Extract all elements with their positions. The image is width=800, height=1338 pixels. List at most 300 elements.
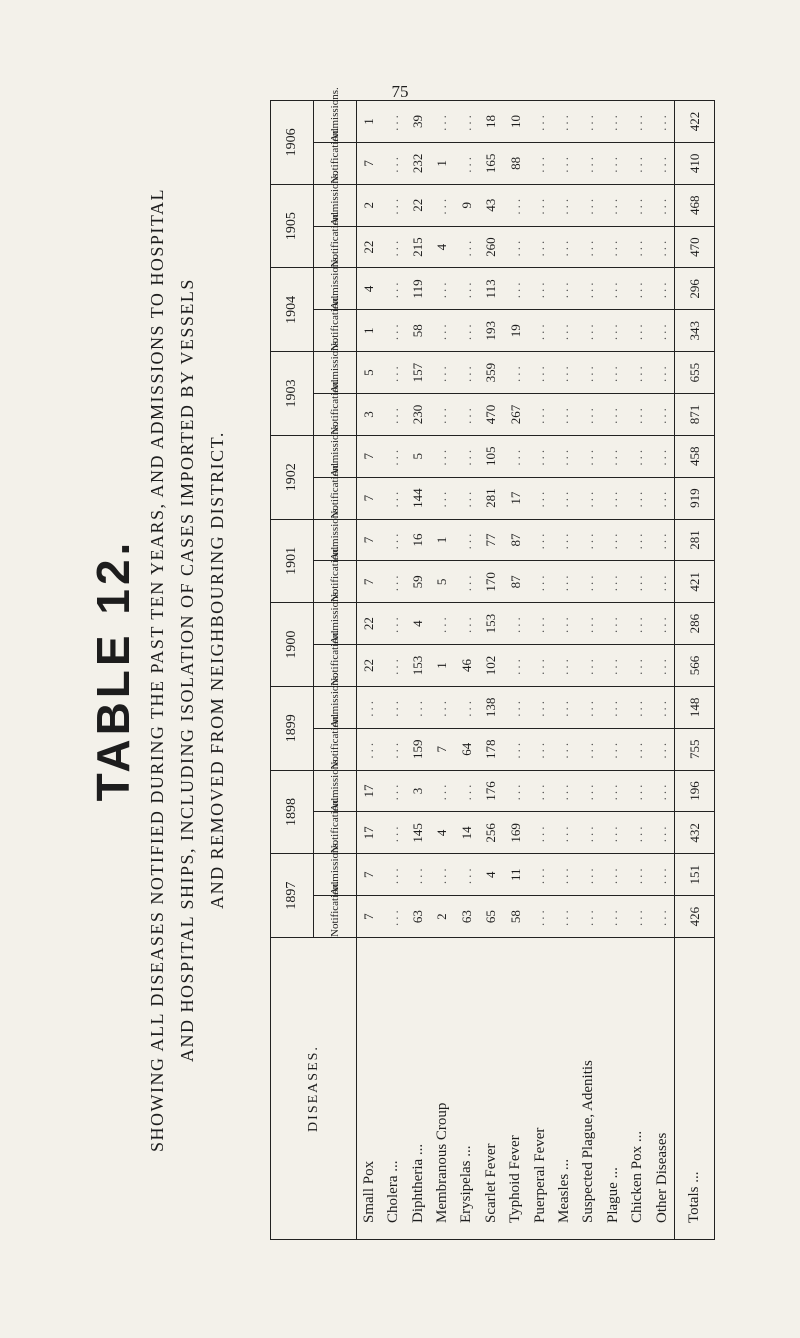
value-cell: ... [650,352,675,394]
value-cell: ... [503,728,527,770]
value-cell: 7 [430,728,454,770]
value-cell: ... [625,352,649,394]
value-cell: ... [650,770,675,812]
total-cell: 422 [675,101,715,143]
value-cell: ... [552,519,576,561]
value-cell: ... [601,728,625,770]
admissions-header: Admissions. [314,519,357,561]
value-cell: 4 [479,854,503,896]
value-cell: ... [552,896,576,938]
value-cell: ... [430,686,454,728]
subtitle-line-1: SHOWING ALL DISEASES NOTIFIED DURING THE PAST TEN YEARS, AND ADMISSIONS TO HOSPITAL [147,188,167,1152]
value-cell: ... [528,728,552,770]
table-row [650,101,675,1240]
value-cell: ... [455,394,479,436]
value-cell: ... [577,645,601,687]
value-cell: ... [455,770,479,812]
value-cell: 153 [479,603,503,645]
value-cell: ... [552,101,576,143]
year-header: 1906 [271,101,314,185]
value-cell: ... [455,226,479,268]
value-cell: ... [528,226,552,268]
value-cell: 64 [455,728,479,770]
table-row [430,101,454,1240]
value-cell: ... [503,770,527,812]
total-cell: 343 [675,310,715,352]
notification-header: Notification. [314,812,357,854]
admissions-header: Admissions. [314,184,357,226]
value-cell: 232 [406,142,430,184]
value-cell: ... [601,561,625,603]
value-cell: ... [455,561,479,603]
value-cell: 58 [406,310,430,352]
notification-header: Notification. [314,310,357,352]
value-cell: ... [528,603,552,645]
value-cell: ... [430,435,454,477]
value-cell: ... [650,645,675,687]
value-cell: ... [601,896,625,938]
value-cell: ... [552,268,576,310]
value-cell: ... [625,603,649,645]
value-cell: ... [650,435,675,477]
value-cell: ... [625,728,649,770]
value-cell: 7 [357,435,382,477]
total-cell: 281 [675,519,715,561]
value-cell: ... [650,310,675,352]
subtitle-line-2: AND HOSPITAL SHIPS, INCLUDING ISOLATION OF CASES IMPORTED BY VESSELS [177,278,197,1062]
value-cell: ... [503,268,527,310]
value-cell: ... [528,310,552,352]
value-cell: ... [625,184,649,226]
disease-name: Erysipelas ... [455,938,479,1240]
value-cell: 260 [479,226,503,268]
totals-label: Totals ... [675,938,715,1240]
value-cell: ... [381,101,405,143]
value-cell: ... [625,394,649,436]
value-cell: ... [528,519,552,561]
value-cell: 267 [503,394,527,436]
value-cell: ... [552,394,576,436]
value-cell: ... [577,603,601,645]
value-cell: 169 [503,812,527,854]
value-cell: ... [601,435,625,477]
value-cell: 59 [406,561,430,603]
value-cell: ... [601,519,625,561]
value-cell: ... [577,142,601,184]
value-cell: ... [503,435,527,477]
value-cell: ... [577,352,601,394]
notification-header: Notification. [314,226,357,268]
value-cell: ... [552,142,576,184]
value-cell: ... [528,812,552,854]
value-cell: ... [455,268,479,310]
value-cell: ... [528,686,552,728]
value-cell: ... [625,854,649,896]
value-cell: ... [552,645,576,687]
value-cell: ... [381,561,405,603]
value-cell: 281 [479,477,503,519]
admissions-header: Admissions. [314,854,357,896]
year-header: 1905 [271,184,314,268]
value-cell: ... [381,645,405,687]
value-cell: 165 [479,142,503,184]
notification-header: Notification. [314,645,357,687]
value-cell: ... [381,519,405,561]
disease-name: Small Pox [357,938,382,1240]
value-cell: ... [528,101,552,143]
value-cell: ... [528,352,552,394]
disease-name: Puerperal Fever [528,938,552,1240]
value-cell: 5 [406,435,430,477]
value-cell: 18 [479,101,503,143]
value-cell: 102 [479,645,503,687]
value-cell: 230 [406,394,430,436]
value-cell: ... [552,686,576,728]
value-cell: ... [430,310,454,352]
value-cell: ... [625,519,649,561]
value-cell: ... [650,184,675,226]
value-cell: ... [650,519,675,561]
value-cell: ... [430,394,454,436]
value-cell: ... [625,477,649,519]
value-cell: ... [381,770,405,812]
value-cell: ... [625,896,649,938]
value-cell: ... [455,101,479,143]
value-cell: ... [650,812,675,854]
value-cell: ... [577,686,601,728]
value-cell: ... [577,477,601,519]
value-cell: ... [625,226,649,268]
value-cell: ... [503,226,527,268]
diseases-header: DISEASES. [271,938,357,1240]
total-cell: 151 [675,854,715,896]
disease-name: Cholera ... [381,938,405,1240]
value-cell: 4 [357,268,382,310]
value-cell: 359 [479,352,503,394]
value-cell: 4 [406,603,430,645]
value-cell: 22 [357,226,382,268]
value-cell: 46 [455,645,479,687]
year-header: 1903 [271,352,314,436]
value-cell: ... [503,603,527,645]
value-cell: ... [552,435,576,477]
value-cell: ... [503,352,527,394]
admissions-header: Admissions. [314,435,357,477]
table-row [479,101,503,1240]
value-cell: ... [577,519,601,561]
value-cell: 4 [430,812,454,854]
value-cell: ... [625,686,649,728]
value-cell: 19 [503,310,527,352]
value-cell: ... [601,854,625,896]
value-cell: 193 [479,310,503,352]
value-cell: 1 [357,101,382,143]
value-cell: ... [650,142,675,184]
value-cell: ... [577,770,601,812]
value-cell: 16 [406,519,430,561]
value-cell: ... [625,645,649,687]
value-cell: ... [552,352,576,394]
year-header: 1900 [271,603,314,687]
admissions-header: Admissions. [314,603,357,645]
value-cell: ... [455,603,479,645]
value-cell: ... [552,603,576,645]
value-cell: ... [528,184,552,226]
value-cell: ... [552,812,576,854]
title-block [80,100,250,1240]
value-cell: 43 [479,184,503,226]
value-cell: ... [577,561,601,603]
value-cell: ... [577,435,601,477]
total-cell: 871 [675,394,715,436]
table-row [357,101,382,1240]
page-number: 75 [391,82,409,101]
notification-header: Notification. [314,142,357,184]
notification-header: Notification. [314,561,357,603]
value-cell: 9 [455,184,479,226]
value-cell: 7 [357,142,382,184]
value-cell: ... [601,184,625,226]
total-cell: 410 [675,142,715,184]
value-cell: 5 [357,352,382,394]
total-cell: 432 [675,812,715,854]
value-cell: ... [455,519,479,561]
value-cell: ... [650,477,675,519]
value-cell: 3 [406,770,430,812]
rotated-page [80,87,720,1240]
value-cell: ... [552,854,576,896]
value-cell: 256 [479,812,503,854]
value-cell: ... [381,142,405,184]
disease-name: Scarlet Fever [479,938,503,1240]
value-cell: ... [381,352,405,394]
disease-name: Measles ... [552,938,576,1240]
value-cell: ... [528,645,552,687]
value-cell: ... [552,184,576,226]
table-body [357,101,715,1240]
total-cell: 468 [675,184,715,226]
table-row [625,101,649,1240]
value-cell: ... [577,268,601,310]
value-cell: ... [625,435,649,477]
value-cell: ... [577,310,601,352]
value-cell: ... [381,896,405,938]
value-cell: ... [601,645,625,687]
value-cell: ... [455,352,479,394]
value-cell: 14 [455,812,479,854]
value-cell: ... [601,394,625,436]
year-header: 1901 [271,519,314,603]
year-header: 1902 [271,435,314,519]
admissions-header: Admissions. [314,268,357,310]
value-cell: ... [430,184,454,226]
value-cell: ... [381,686,405,728]
value-cell: ... [381,310,405,352]
value-cell: 63 [455,896,479,938]
value-cell: ... [577,896,601,938]
value-cell: 145 [406,812,430,854]
value-cell: ... [650,603,675,645]
value-cell: ... [528,394,552,436]
admissions-header: Admissions. [314,352,357,394]
value-cell: 170 [479,561,503,603]
value-cell: 5 [430,561,454,603]
value-cell: ... [601,770,625,812]
value-cell: ... [552,770,576,812]
value-cell: 10 [503,101,527,143]
value-cell: ... [381,435,405,477]
disease-name: Other Diseases [650,938,675,1240]
value-cell: 215 [406,226,430,268]
value-cell: ... [601,603,625,645]
value-cell: 1 [430,645,454,687]
value-cell: ... [625,770,649,812]
value-cell: 7 [357,561,382,603]
value-cell: 17 [503,477,527,519]
value-cell: ... [625,101,649,143]
value-cell: ... [528,477,552,519]
value-cell: ... [430,854,454,896]
value-cell: ... [650,101,675,143]
value-cell: ... [577,728,601,770]
value-cell: ... [381,394,405,436]
value-cell: ... [528,896,552,938]
admissions-header: Admissions. [314,101,357,143]
table-row [601,101,625,1240]
value-cell: ... [625,142,649,184]
disease-name: Suspected Plague, Adenitis [577,938,601,1240]
value-cell: ... [552,728,576,770]
value-cell: ... [625,268,649,310]
value-cell: ... [601,101,625,143]
disease-name: Membranous Croup [430,938,454,1240]
disease-name: Chicken Pox ... [625,938,649,1240]
value-cell: ... [455,854,479,896]
value-cell: ... [381,477,405,519]
notification-header: Notification. [314,394,357,436]
value-cell: 4 [430,226,454,268]
total-cell: 655 [675,352,715,394]
value-cell: 7 [357,477,382,519]
total-cell: 196 [675,770,715,812]
total-cell: 426 [675,896,715,938]
table-row [381,101,405,1240]
value-cell: ... [552,477,576,519]
value-cell: 22 [357,603,382,645]
value-cell: 22 [357,645,382,687]
value-cell: ... [503,184,527,226]
value-cell: ... [601,352,625,394]
value-cell: 153 [406,645,430,687]
value-cell: ... [650,561,675,603]
value-cell: 105 [479,435,503,477]
subtitle-line-3: AND REMOVED FROM NEIGHBOURING DISTRICT. [207,431,227,909]
value-cell: ... [625,812,649,854]
value-cell: 470 [479,394,503,436]
value-cell: ... [455,142,479,184]
year-header: 1899 [271,686,314,770]
value-cell: ... [601,226,625,268]
value-cell: ... [528,142,552,184]
total-cell: 566 [675,645,715,687]
value-cell: 77 [479,519,503,561]
value-cell: ... [406,854,430,896]
value-cell: ... [381,226,405,268]
value-cell: ... [528,561,552,603]
value-cell: ... [357,686,382,728]
value-cell: 7 [357,519,382,561]
total-cell: 919 [675,477,715,519]
value-cell: ... [528,268,552,310]
year-header: 1897 [271,854,314,938]
value-cell: ... [601,310,625,352]
value-cell: ... [381,603,405,645]
value-cell: ... [650,268,675,310]
value-cell: 2 [357,184,382,226]
value-cell: ... [528,435,552,477]
value-cell: 176 [479,770,503,812]
value-cell: 7 [357,854,382,896]
total-cell: 148 [675,686,715,728]
notification-header: Notification. [314,477,357,519]
notification-header: Notification. [314,728,357,770]
value-cell: 1 [430,142,454,184]
total-cell: 296 [675,268,715,310]
value-cell: ... [552,561,576,603]
table-title: TABLE 12. [87,538,139,802]
value-cell: 1 [357,310,382,352]
value-cell: 178 [479,728,503,770]
total-cell: 458 [675,435,715,477]
value-cell: ... [455,310,479,352]
table-row [455,101,479,1240]
value-cell: ... [577,101,601,143]
value-cell: ... [601,812,625,854]
notification-header: Notification. [314,896,357,938]
value-cell: 39 [406,101,430,143]
value-cell: ... [381,854,405,896]
value-cell: ... [650,686,675,728]
value-cell: ... [650,896,675,938]
diseases-table [270,87,715,1240]
value-cell: 1 [430,519,454,561]
value-cell: ... [430,268,454,310]
value-cell: 65 [479,896,503,938]
value-cell: ... [381,184,405,226]
value-cell: ... [601,268,625,310]
value-cell: 17 [357,812,382,854]
value-cell: ... [455,477,479,519]
value-cell: ... [430,352,454,394]
value-cell: 3 [357,394,382,436]
admissions-header: Admissions. [314,770,357,812]
value-cell: ... [601,686,625,728]
value-cell: 119 [406,268,430,310]
value-cell: ... [650,394,675,436]
value-cell: 113 [479,268,503,310]
value-cell: ... [650,854,675,896]
disease-name: Plague ... [601,938,625,1240]
value-cell: ... [381,812,405,854]
admissions-header: Admissions. [314,686,357,728]
value-cell: ... [357,728,382,770]
value-cell: ... [455,435,479,477]
value-cell: ... [430,603,454,645]
value-cell: ... [503,686,527,728]
value-cell: ... [625,310,649,352]
value-cell: 17 [357,770,382,812]
disease-name: Typhoid Fever [503,938,527,1240]
